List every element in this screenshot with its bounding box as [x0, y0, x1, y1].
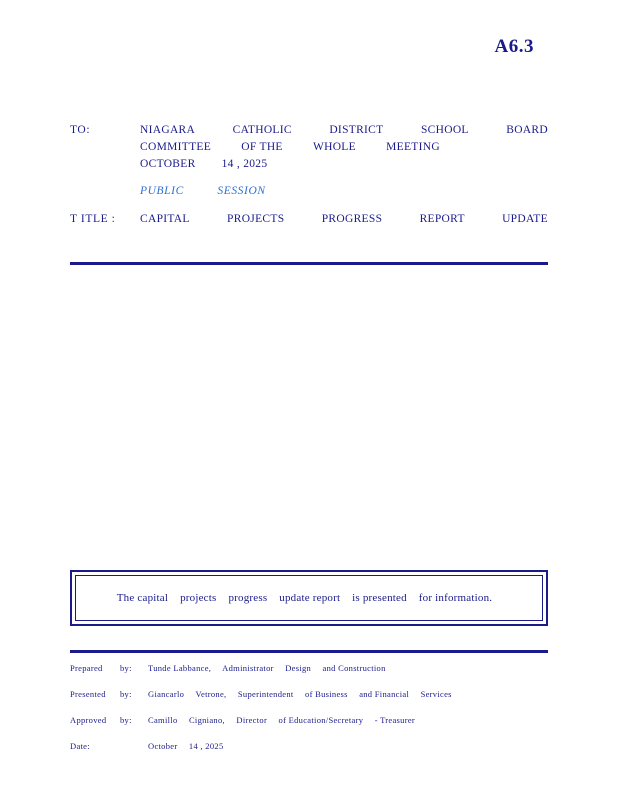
memo-title-line: [140, 211, 548, 228]
memo-header: [70, 122, 548, 229]
memo-to-word: OCTOBER: [140, 158, 196, 170]
memo-title-word: PROGRESS: [321, 213, 383, 225]
signoff-date-label: Date:: [70, 741, 90, 751]
signoff-word: Administrator: [222, 663, 274, 673]
signoff-label: Presented: [70, 689, 106, 699]
memo-to-word: BOARD: [506, 124, 548, 136]
summary-word: projects: [180, 592, 217, 604]
summary-word: for information.: [418, 592, 493, 604]
summary-box: [70, 570, 548, 626]
memo-title-word: CAPITAL: [140, 213, 190, 225]
signoff-word: 14 , 2025: [188, 741, 224, 751]
signoff-word: of Education/Secretary: [278, 715, 364, 725]
memo-to-line-2: [140, 139, 440, 156]
signoff-word: Vetrone,: [195, 689, 227, 699]
memo-to-line-1: [140, 122, 548, 139]
memo-to-word: SCHOOL: [420, 124, 469, 136]
summary-word: update report: [279, 592, 341, 604]
signoff-date-value: [148, 741, 548, 751]
signoff-row: [70, 741, 548, 751]
signoff-word: and Financial: [359, 689, 410, 699]
memo-to-value: [140, 122, 548, 173]
signoff-by: by:: [120, 689, 132, 699]
signoff-by: by:: [120, 663, 132, 673]
memo-to-word: MEETING: [386, 141, 440, 153]
signoff-row: [70, 689, 548, 699]
memo-title-word: REPORT: [419, 213, 465, 225]
signoff-value: [148, 715, 548, 725]
signoff-value: [148, 663, 548, 673]
signoff-word: Camillo: [148, 715, 178, 725]
signoff-word: Tunde Labbance,: [148, 663, 212, 673]
signoff-word: Cigniano,: [188, 715, 225, 725]
memo-to-label: TO:: [70, 124, 91, 136]
session-word: SESSION: [217, 185, 266, 197]
signoff-word: - Treasurer: [374, 715, 416, 725]
summary-word: is presented: [352, 592, 407, 604]
signoff-word: of Business: [305, 689, 348, 699]
memo-title-row: [70, 211, 548, 228]
memo-to-word: NIAGARA: [140, 124, 196, 136]
signoff-word: Giancarlo: [148, 689, 185, 699]
signoff-by: by:: [120, 715, 132, 725]
memo-to-line-3: [140, 156, 548, 173]
memo-to-word: 14 , 2025: [221, 158, 268, 170]
summary-word: progress: [228, 592, 268, 604]
memo-title-value: [140, 211, 548, 228]
session-type: [140, 185, 548, 197]
signoff-label: Approved: [70, 715, 107, 725]
signoff-block: [70, 663, 548, 767]
memo-title-word: UPDATE: [502, 213, 548, 225]
agenda-reference: A6.3: [494, 36, 534, 57]
memo-to-row: [70, 122, 548, 173]
signoff-word: Superintendent: [237, 689, 294, 699]
signoff-word: Director: [236, 715, 268, 725]
signoff-word: Design: [285, 663, 312, 673]
signoff-row: [70, 715, 548, 725]
signoff-row: [70, 663, 548, 673]
session-word: PUBLIC: [140, 185, 184, 197]
memo-title-label: T ITLE :: [70, 213, 116, 225]
summary-text: [97, 592, 521, 604]
memo-to-word: DISTRICT: [329, 124, 384, 136]
signoff-word: and Construction: [322, 663, 386, 673]
signoff-word: October: [148, 741, 178, 751]
signoff-word: Services: [420, 689, 452, 699]
memo-to-word: COMMITTEE: [140, 141, 212, 153]
summary-word: The capital: [116, 592, 169, 604]
signoff-label: Prepared: [70, 663, 103, 673]
memo-to-word: CATHOLIC: [232, 124, 292, 136]
memo-to-word: OF THE: [241, 141, 283, 153]
memo-title-word: PROJECTS: [227, 213, 285, 225]
signoff-value: [148, 689, 548, 699]
memo-to-word: WHOLE: [312, 141, 356, 153]
header-divider: [70, 262, 548, 265]
footer-divider: [70, 650, 548, 653]
